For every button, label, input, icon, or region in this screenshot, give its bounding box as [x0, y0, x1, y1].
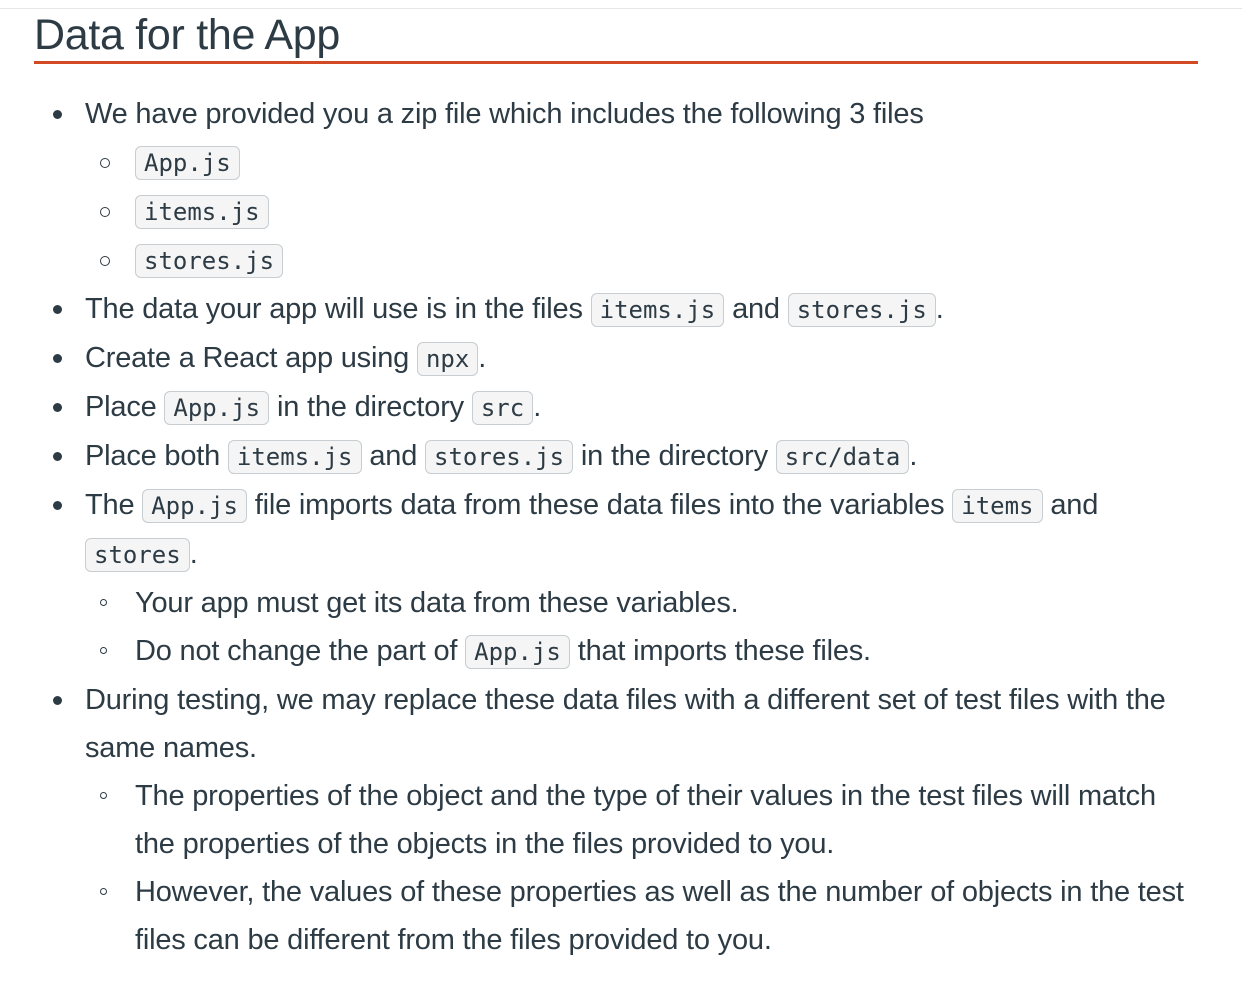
- item-text: During testing, we may replace these data files with a different set of test files with the same names.: [85, 684, 1166, 764]
- inline-code: src: [472, 391, 533, 425]
- item-text: and: [1050, 489, 1099, 521]
- list-item: [34, 481, 1198, 676]
- item-text: The: [85, 489, 135, 521]
- item-text: Your app must get its data from these variables.: [135, 587, 739, 619]
- bullet-list: [34, 90, 1198, 964]
- sub-list-item: [85, 772, 1198, 868]
- inline-code: items.js: [228, 440, 362, 474]
- inline-code: npx: [417, 342, 478, 376]
- item-text: The data your app will use is in the files: [85, 293, 583, 325]
- sub-list: [85, 579, 1198, 676]
- file-list-item: [85, 236, 1198, 285]
- item-text: .: [478, 342, 487, 374]
- inline-code: stores.js: [135, 244, 283, 278]
- item-text: We have provided you a zip file which includes the following 3 files: [85, 98, 924, 130]
- file-list-item: [85, 187, 1198, 236]
- item-text: .: [935, 293, 944, 325]
- item-text: in the directory: [580, 440, 768, 472]
- inline-code: App.js: [135, 146, 240, 180]
- file-list-item: [85, 138, 1198, 187]
- list-item: [34, 383, 1198, 432]
- item-text: Place: [85, 391, 157, 423]
- inline-code: App.js: [142, 489, 247, 523]
- item-text: in the directory: [276, 391, 464, 423]
- content-area: [34, 0, 1198, 964]
- inline-code: stores.js: [788, 293, 936, 327]
- inline-code: items.js: [135, 195, 269, 229]
- item-text: that imports these files.: [577, 635, 871, 667]
- item-text: Create a React app using: [85, 342, 410, 374]
- item-text: However, the values of these properties as well as the number of objects in the test files can be different from the files provided to you.: [135, 876, 1184, 956]
- inline-code: items.js: [591, 293, 725, 327]
- inline-code: stores: [85, 538, 190, 572]
- item-text: .: [189, 538, 198, 570]
- page-title: Data for the App: [34, 0, 1198, 64]
- list-item: [34, 676, 1198, 964]
- item-text: and: [732, 293, 780, 325]
- list-item: [34, 285, 1198, 334]
- item-text: The properties of the object and the type of their values in the test files will match the properties of the objects in the files provided to you.: [135, 780, 1156, 860]
- item-text: .: [533, 391, 542, 423]
- inline-code: stores.js: [425, 440, 573, 474]
- sub-list-item: [85, 868, 1198, 964]
- sub-list: [85, 772, 1198, 964]
- list-item: [34, 90, 1198, 285]
- item-text: Do not change the part of: [135, 635, 458, 667]
- item-text: file imports data from these data files into the variables: [254, 489, 945, 521]
- sub-list-item: [85, 579, 1198, 627]
- file-list: [85, 138, 1198, 285]
- inline-code: src/data: [776, 440, 910, 474]
- inline-code: items: [952, 489, 1042, 523]
- list-item: [34, 334, 1198, 383]
- item-text: Place both: [85, 440, 221, 472]
- item-text: and: [369, 440, 418, 472]
- inline-code: App.js: [164, 391, 269, 425]
- sub-list-item: [85, 627, 1198, 676]
- list-item: [34, 432, 1198, 481]
- item-text: .: [909, 440, 918, 472]
- inline-code: App.js: [465, 635, 570, 669]
